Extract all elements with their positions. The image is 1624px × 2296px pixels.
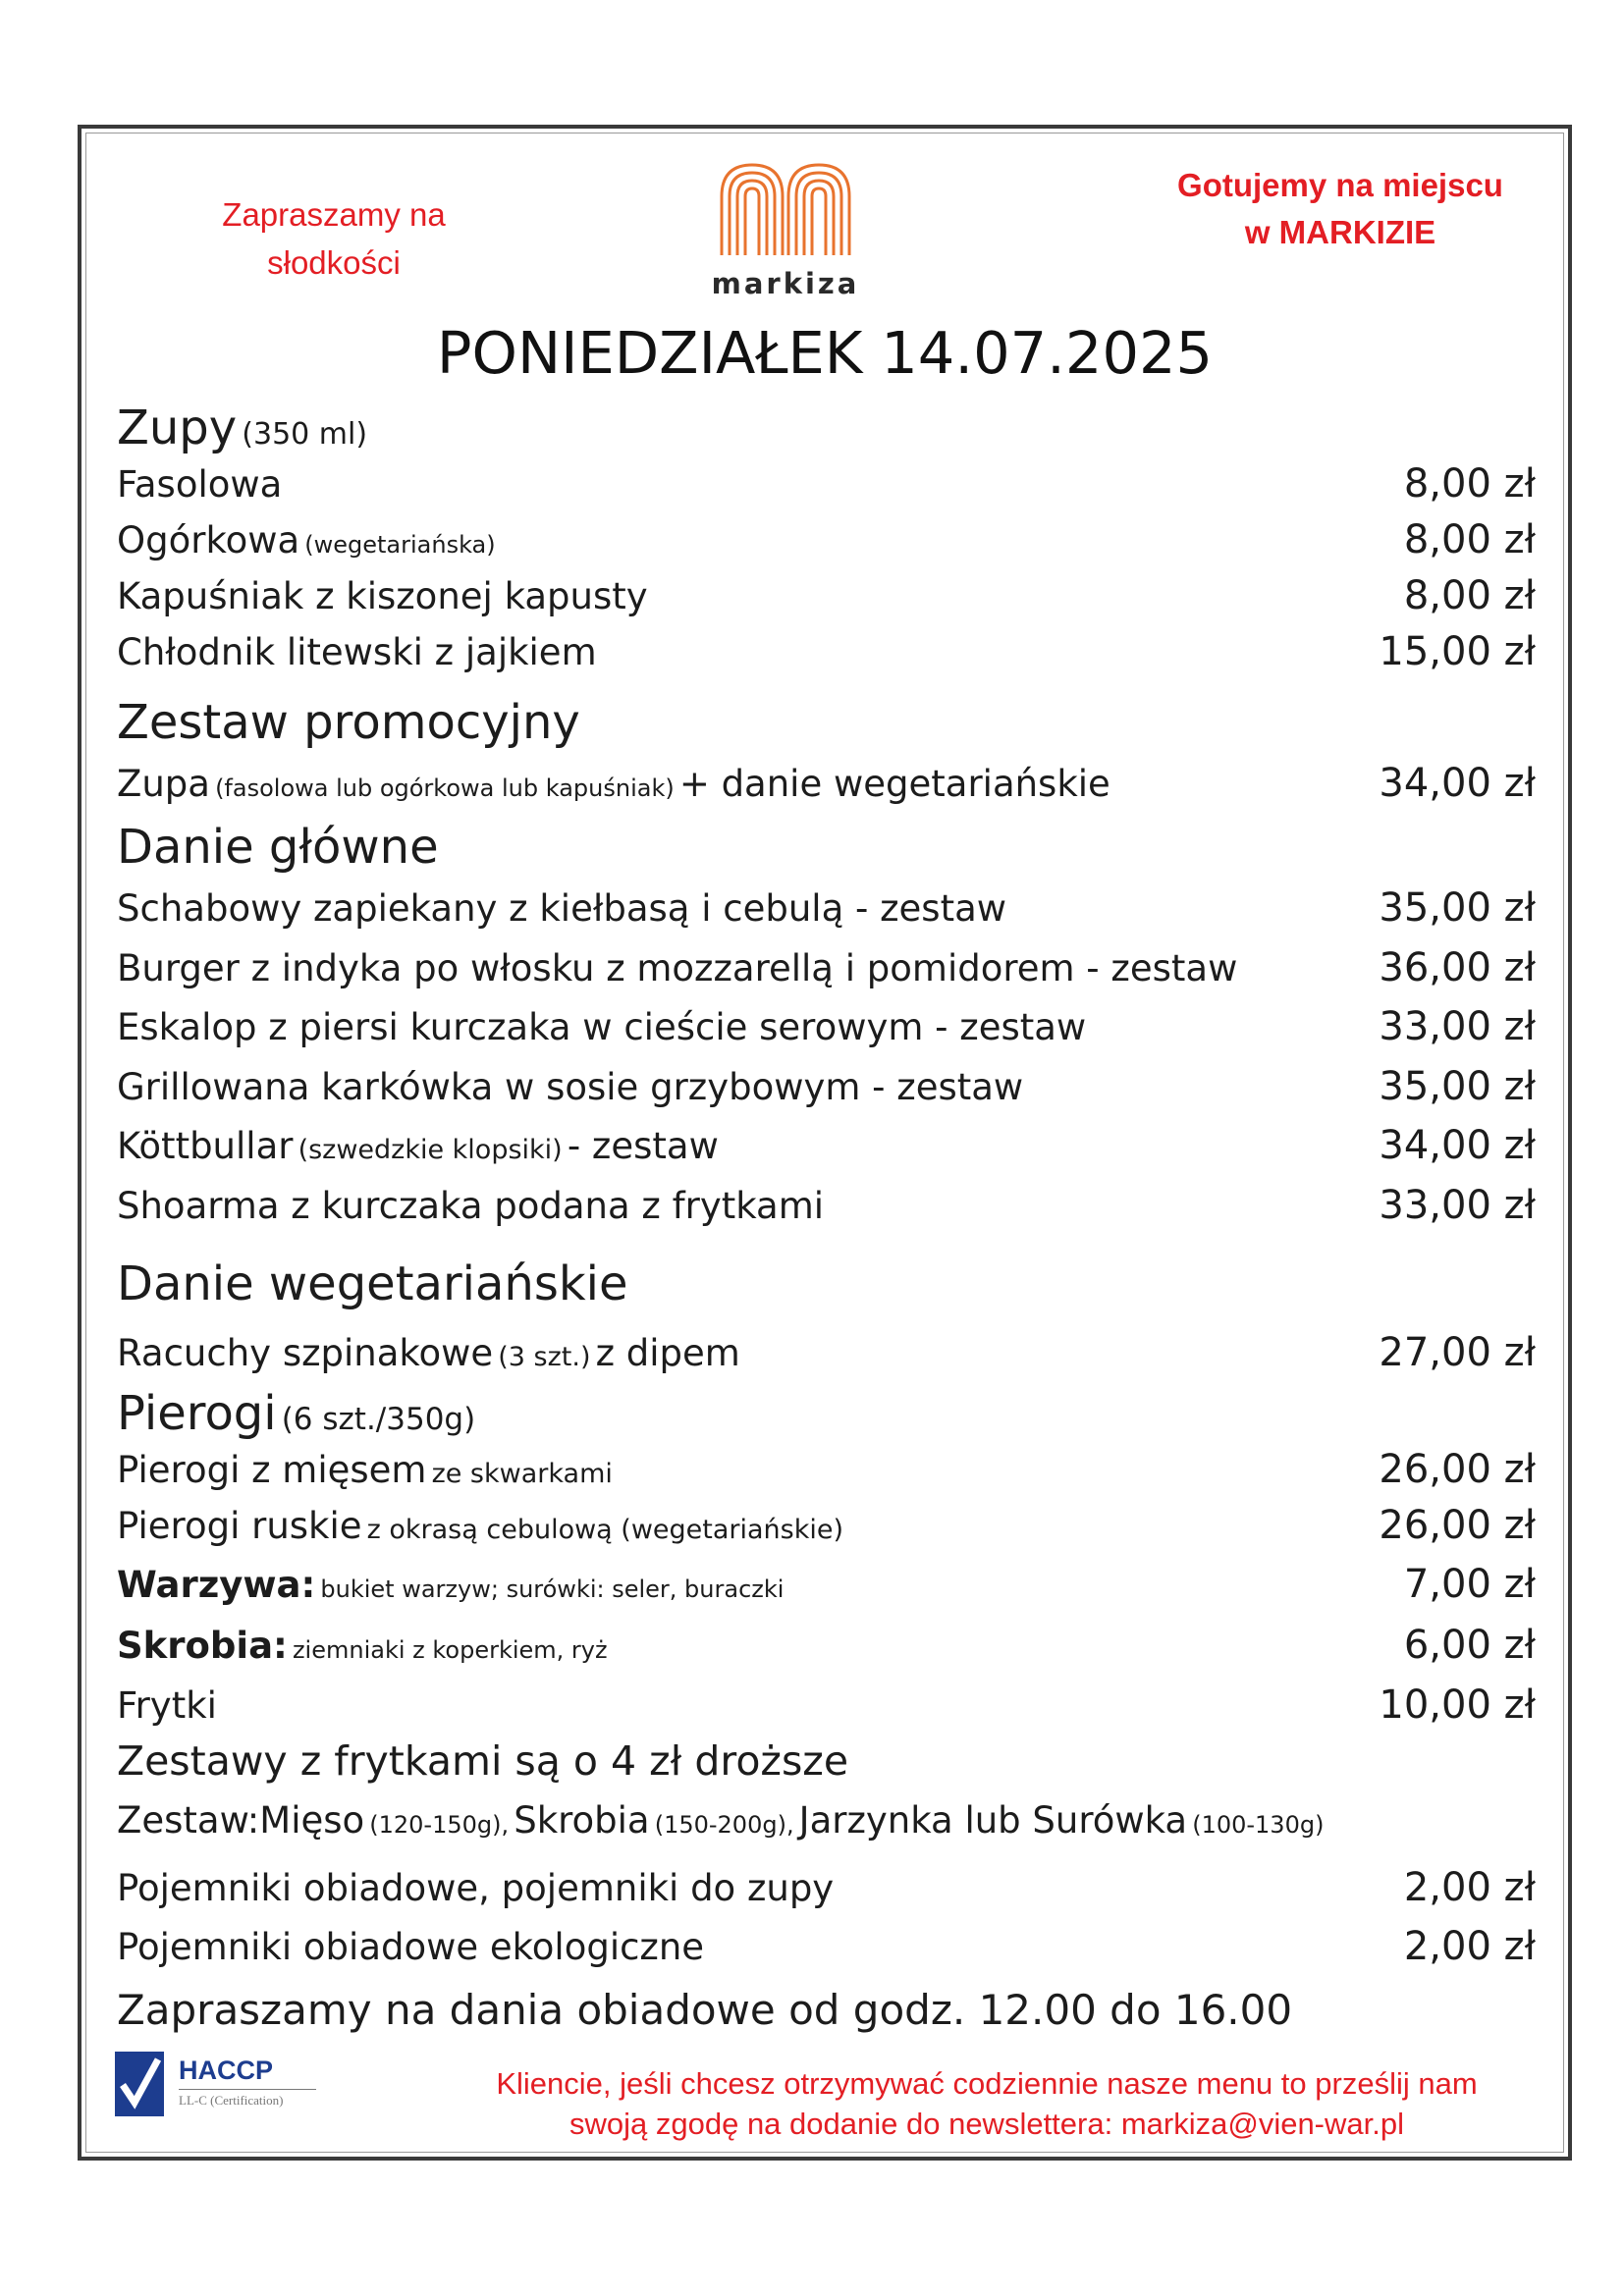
item-price: 8,00 zł [1403,573,1536,618]
sweets-invite-line1: Zapraszamy na [222,196,446,233]
set-composition [117,1799,1536,1842]
item-price: 36,00 zł [1379,945,1536,990]
haccp-badge [115,2052,321,2120]
haccp-divider [179,2089,316,2090]
day-title: PONIEDZIAŁEK 14.07.2025 [436,319,1214,387]
mains-heading-label: Danie główne [117,820,439,875]
sweets-invite-line2: słodkości [267,244,401,281]
cooking-note [1149,162,1532,256]
menu-item [117,1123,1536,1168]
item-note: ze skwarkami [431,1459,613,1489]
set-part-meat: Zestaw:Mięso [117,1799,365,1842]
item-price: 33,00 zł [1379,1004,1536,1049]
item-name: Frytki [117,1684,217,1727]
sets-note-text: Zestawy z frytkami są o 4 zł droższe [117,1737,849,1785]
item-name: Köttbullar [117,1125,294,1167]
veg-heading [117,1256,1536,1311]
warzywa-text: bukiet warzyw; surówki: seler, buraczki [320,1575,785,1603]
menu-item [117,573,1536,618]
item-name: Pojemniki obiadowe ekologiczne [117,1926,705,1968]
skrobia-label: Skrobia: [117,1625,288,1667]
markiza-logo [687,157,884,300]
item-name-suffix: z dipem [595,1332,740,1374]
item-name: Grillowana karkówka w sosie grzybowym - zestaw [117,1066,1024,1108]
item-price: 8,00 zł [1403,461,1536,507]
logo-text: markiza [711,267,860,300]
item-price: 8,00 zł [1403,517,1536,562]
menu-item [117,885,1536,931]
menu-item [117,1503,1536,1548]
item-name: Ogórkowa [117,519,300,561]
set-part-meat-note: (120-150g), [369,1811,510,1839]
item-price: 7,00 zł [1403,1562,1536,1607]
pierogi-heading-label: Pierogi [117,1386,277,1441]
item-name: Kapuśniak z kiszonej kapusty [117,575,648,617]
cooking-note-line1: Gotujemy na miejscu [1177,167,1503,203]
item-price: 26,00 zł [1379,1503,1536,1548]
newsletter-line1: Kliencie, jeśli chcesz otrzymywać codziennie nasze menu to prześlij nam [496,2066,1478,2101]
promo-item-note: (fasolowa lub ogórkowa lub kapuśniak) [215,774,675,802]
menu-item [117,1682,1536,1728]
mains-heading [117,820,1536,875]
veg-heading-label: Danie wegetariańskie [117,1256,628,1311]
menu-item [117,1562,1536,1607]
menu-item [117,1623,1536,1668]
menu-item [117,1865,1536,1910]
set-part-veg: Jarzynka lub Surówka [798,1799,1188,1842]
menu-item [117,1330,1536,1375]
item-name: Burger z indyka po włosku z mozzarellą i pomidorem - zestaw [117,947,1238,989]
item-price: 35,00 zł [1379,1064,1536,1109]
soups-heading-label: Zupy [117,400,238,455]
promo-item-extra: + danie wegetariańskie [678,763,1110,805]
item-name: Fasolowa [117,463,283,506]
item-note: (wegetariańska) [304,531,496,559]
item-name: Shoarma z kurczaka podana z frytkami [117,1185,825,1227]
menu-item [117,945,1536,990]
menu-item [117,629,1536,674]
item-price: 15,00 zł [1379,629,1536,674]
item-price: 2,00 zł [1403,1865,1536,1910]
haccp-check-icon [115,2052,164,2116]
item-name: Racuchy szpinakowe [117,1332,494,1374]
set-part-veg-note: (100-130g) [1192,1811,1325,1839]
sets-note [117,1737,1536,1785]
item-note: (3 szt.) [498,1342,591,1372]
item-price: 27,00 zł [1379,1330,1536,1375]
sweets-invite [167,190,501,287]
item-name-suffix: - zestaw [567,1125,719,1167]
warzywa-label: Warzywa: [117,1564,316,1606]
item-name: Chłodnik litewski z jajkiem [117,631,597,673]
menu-item [117,1004,1536,1049]
pierogi-heading-note: (6 szt./350g) [281,1402,476,1437]
menu-item [117,1447,1536,1492]
promo-price: 34,00 zł [1379,761,1536,806]
promo-heading-label: Zestaw promocyjny [117,695,580,750]
cooking-note-line2: w MARKIZIE [1244,214,1436,250]
newsletter-line2: swoją zgodę na dodanie do newslettera: markiza@vien-war.pl [569,2107,1404,2141]
hours-note-text: Zapraszamy na dania obiadowe od godz. 12.00 do 16.00 [117,1986,1293,2034]
item-price: 2,00 zł [1403,1924,1536,1969]
item-name: Pierogi z mięsem [117,1449,427,1491]
markiza-logo-icon [712,157,859,265]
item-note: z okrasą cebulową (wegetariańskie) [366,1515,844,1545]
haccp-title: HACCP [179,2056,274,2085]
soups-heading-note: (350 ml) [242,417,368,452]
promo-item-name: Zupa [117,763,210,805]
set-part-starch-note: (150-200g), [654,1811,794,1839]
item-price: 6,00 zł [1403,1623,1536,1668]
soups-heading [117,400,1536,455]
menu-item [117,461,1536,507]
item-name: Pojemniki obiadowe, pojemniki do zupy [117,1867,835,1909]
item-price: 33,00 zł [1379,1183,1536,1228]
item-price: 10,00 zł [1379,1682,1536,1728]
item-name: Schabowy zapiekany z kiełbasą i cebulą - zestaw [117,887,1007,930]
menu-item [117,517,1536,562]
promo-item [117,761,1536,806]
menu-item [117,1064,1536,1109]
set-part-starch: Skrobia [514,1799,650,1842]
haccp-subtitle: LL-C (Certification) [179,2093,284,2108]
item-note: (szwedzkie klopsiki) [298,1135,563,1165]
skrobia-text: ziemniaki z koperkiem, ryż [292,1636,608,1664]
newsletter-note [422,2063,1551,2144]
item-price: 35,00 zł [1379,885,1536,931]
promo-heading [117,695,1536,750]
item-name: Pierogi ruskie [117,1505,362,1547]
item-price: 34,00 zł [1379,1123,1536,1168]
hours-note [117,1986,1536,2034]
item-name: Eskalop z piersi kurczaka w cieście serowym - zestaw [117,1006,1087,1048]
menu-item [117,1183,1536,1228]
item-price: 26,00 zł [1379,1447,1536,1492]
menu-item [117,1924,1536,1969]
pierogi-heading [117,1386,1536,1441]
